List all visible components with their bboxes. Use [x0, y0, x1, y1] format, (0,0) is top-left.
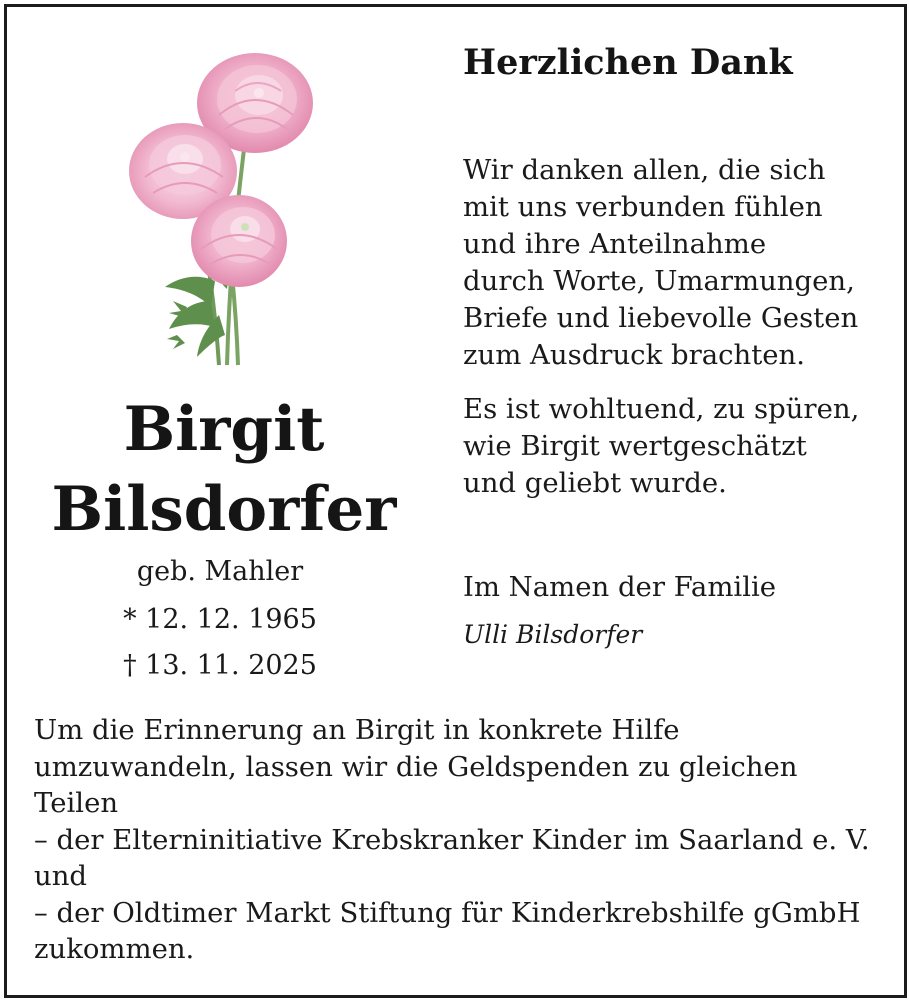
- text-line: mit uns verbunden fühlen: [463, 191, 823, 223]
- thanks-paragraph-2: [463, 391, 859, 502]
- text-line: Briefe und liebevolle Gesten: [463, 302, 859, 334]
- text-line: wie Birgit wertgeschätzt: [463, 430, 807, 462]
- text-line: – der Oldtimer Markt Stiftung für Kinderkrebshilfe gGmbH: [34, 896, 861, 929]
- maiden-name: geb. Mahler: [136, 556, 304, 587]
- birth-date: * 12. 12. 1965: [123, 604, 317, 635]
- closing-line: Im Namen der Familie: [463, 571, 777, 603]
- text-line: – der Elterninitiative Krebskranker Kinder im Saarland e. V.: [34, 823, 870, 856]
- text-line: Um die Erinnerung an Birgit in konkrete Hilfe: [34, 714, 680, 746]
- text-line: zum Ausdruck brachten.: [463, 339, 806, 371]
- text-line: zukommen.: [34, 933, 195, 965]
- obituary-card: [4, 4, 907, 998]
- text-line: Teilen: [34, 787, 119, 819]
- text-line: und ihre Anteilnahme: [463, 228, 767, 260]
- deceased-last-name: Bilsdorfer: [51, 474, 397, 545]
- death-date: † 13. 11. 2025: [123, 650, 317, 681]
- text-line: durch Worte, Umarmungen,: [463, 265, 855, 297]
- text-line: und: [34, 860, 88, 892]
- deceased-first-name: Birgit: [123, 394, 325, 465]
- thanks-paragraph-1: [463, 152, 858, 374]
- text-line: und geliebt wurde.: [463, 467, 727, 499]
- ranunculus-flowers-image: [127, 45, 337, 369]
- text-line: Es ist wohltuend, zu spüren,: [463, 393, 860, 425]
- thanks-heading: Herzlichen Dank: [463, 42, 793, 83]
- donation-notice: [34, 712, 870, 968]
- text-line: umzuwandeln, lassen wir die Geldspenden zu gleichen: [34, 750, 798, 783]
- text-line: Wir danken allen, die sich: [463, 154, 826, 186]
- signature: Ulli Bilsdorfer: [463, 620, 643, 649]
